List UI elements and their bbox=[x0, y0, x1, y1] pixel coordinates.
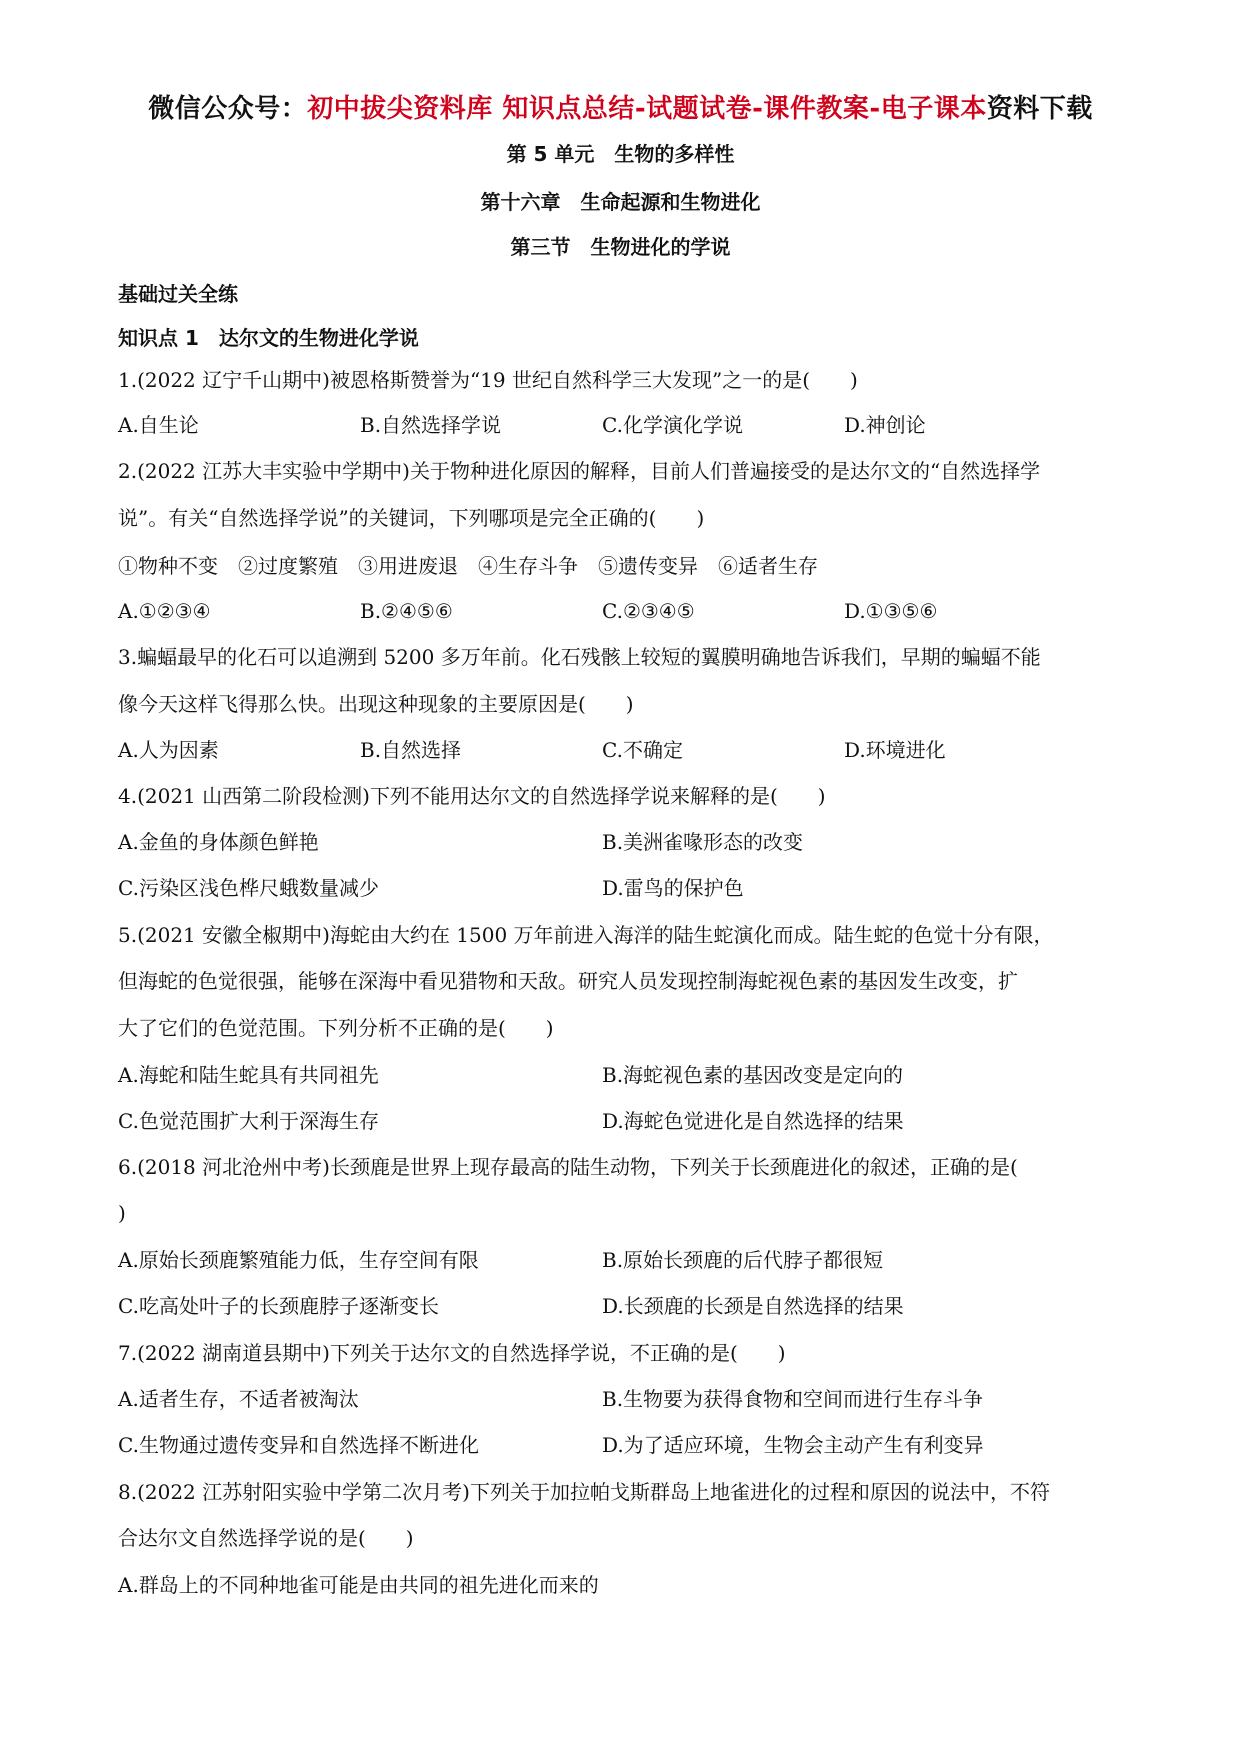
question-2-stem-line-1: 2.(2022 江苏大丰实验中学期中)关于物种进化原因的解释，目前人们普遍接受的是达尔文的“自然选择学 bbox=[118, 459, 1041, 483]
question-6-option-d: D.长颈鹿的长颈是自然选择的结果 bbox=[602, 1294, 904, 1318]
question-5-stem-line-1: 5.(2021 安徽全椒期中)海蛇由大约在 1500 万年前进入海洋的陆生蛇演化而成。陆生蛇的色觉十分有限， bbox=[118, 923, 1054, 947]
question-1-option-a: A.自生论 bbox=[118, 413, 199, 437]
chapter-title: 第十六章 生命起源和生物进化 bbox=[480, 190, 761, 214]
question-3-option-c: C.不确定 bbox=[602, 738, 683, 762]
banner-highlight: 初中拔尖资料库 知识点总结-试题试卷-课件教案-电子课本 bbox=[307, 94, 987, 124]
section-title: 第三节 生物进化的学说 bbox=[510, 235, 731, 259]
question-4-option-a: A.金鱼的身体颜色鲜艳 bbox=[118, 830, 319, 854]
question-7-option-c: C.生物通过遗传变异和自然选择不断进化 bbox=[118, 1433, 479, 1457]
practice-heading: 基础过关全练 bbox=[118, 282, 238, 306]
question-5-stem-line-2: 但海蛇的色觉很强，能够在深海中看见猎物和天敌。研究人员发现控制海蛇视色素的基因发生改变，扩 bbox=[118, 969, 1018, 993]
question-5-option-b: B.海蛇视色素的基因改变是定向的 bbox=[602, 1063, 904, 1087]
question-2-option-d: D.①③⑤⑥ bbox=[844, 599, 938, 623]
question-2-statements: ①物种不变 ②过度繁殖 ③用进废退 ④生存斗争 ⑤遗传变异 ⑥适者生存 bbox=[118, 554, 818, 578]
question-4-option-d: D.雷鸟的保护色 bbox=[602, 876, 744, 900]
question-3-stem-line-2: 像今天这样飞得那么快。出现这种现象的主要原因是( ) bbox=[118, 692, 634, 716]
question-5-option-c: C.色觉范围扩大利于深海生存 bbox=[118, 1109, 379, 1133]
question-1-option-b: B.自然选择学说 bbox=[360, 413, 502, 437]
question-7-option-b: B.生物要为获得食物和空间而进行生存斗争 bbox=[602, 1387, 984, 1411]
banner-prefix: 微信公众号： bbox=[148, 94, 308, 124]
knowledge-point-heading: 知识点 1 达尔文的生物进化学说 bbox=[118, 326, 419, 350]
question-6-option-b: B.原始长颈鹿的后代脖子都很短 bbox=[602, 1248, 884, 1272]
question-7-option-d: D.为了适应环境，生物会主动产生有利变异 bbox=[602, 1433, 984, 1457]
question-6-stem-line-1: 6.(2018 河北沧州中考)长颈鹿是世界上现存最高的陆生动物，下列关于长颈鹿进化的叙述，正确的是( bbox=[118, 1155, 1018, 1179]
question-8-stem-line-2: 合达尔文自然选择学说的是( ) bbox=[118, 1526, 414, 1550]
banner-suffix: 资料下载 bbox=[986, 94, 1093, 124]
question-2-option-b: B.②④⑤⑥ bbox=[360, 599, 453, 623]
question-6-stem-line-2: ) bbox=[118, 1201, 126, 1225]
question-7-option-a: A.适者生存，不适者被淘汰 bbox=[118, 1387, 359, 1411]
question-6-option-a: A.原始长颈鹿繁殖能力低，生存空间有限 bbox=[118, 1248, 479, 1272]
question-1-option-d: D.神创论 bbox=[844, 413, 926, 437]
question-8-stem-line-1: 8.(2022 江苏射阳实验中学第二次月考)下列关于加拉帕戈斯群岛上地雀进化的过程和原因的说法中，不符 bbox=[118, 1480, 1050, 1504]
question-2-option-a: A.①②③④ bbox=[118, 599, 211, 623]
question-4-option-c: C.污染区浅色桦尺蛾数量减少 bbox=[118, 876, 379, 900]
question-5-option-a: A.海蛇和陆生蛇具有共同祖先 bbox=[118, 1063, 379, 1087]
wechat-banner bbox=[0, 88, 1241, 125]
question-3-stem-line-1: 3.蝙蝠最早的化石可以追溯到 5200 多万年前。化石残骸上较短的翼膜明确地告诉我们，早期的蝙蝠不能 bbox=[118, 645, 1041, 669]
question-5-stem-line-3: 大了它们的色觉范围。下列分析不正确的是( ) bbox=[118, 1016, 554, 1040]
question-1-option-c: C.化学演化学说 bbox=[602, 413, 743, 437]
question-3-option-a: A.人为因素 bbox=[118, 738, 219, 762]
question-2-option-c: C.②③④⑤ bbox=[602, 599, 695, 623]
question-7-stem: 7.(2022 湖南道县期中)下列关于达尔文的自然选择学说，不正确的是( ) bbox=[118, 1341, 786, 1365]
question-3-option-d: D.环境进化 bbox=[844, 738, 946, 762]
question-4-option-b: B.美洲雀喙形态的改变 bbox=[602, 830, 804, 854]
question-2-stem-line-2: 说”。有关“自然选择学说”的关键词，下列哪项是完全正确的( ) bbox=[118, 506, 705, 530]
question-8-option-a: A.群岛上的不同种地雀可能是由共同的祖先进化而来的 bbox=[118, 1573, 599, 1597]
question-4-stem: 4.(2021 山西第二阶段检测)下列不能用达尔文的自然选择学说来解释的是( ) bbox=[118, 784, 826, 808]
question-3-option-b: B.自然选择 bbox=[360, 738, 462, 762]
unit-title: 第 5 单元 生物的多样性 bbox=[506, 142, 735, 166]
question-5-option-d: D.海蛇色觉进化是自然选择的结果 bbox=[602, 1109, 904, 1133]
question-6-option-c: C.吃高处叶子的长颈鹿脖子逐渐变长 bbox=[118, 1294, 439, 1318]
question-1-stem: 1.(2022 辽宁千山期中)被恩格斯赞誉为“19 世纪自然科学三大发现”之一的是( ) bbox=[118, 368, 858, 392]
